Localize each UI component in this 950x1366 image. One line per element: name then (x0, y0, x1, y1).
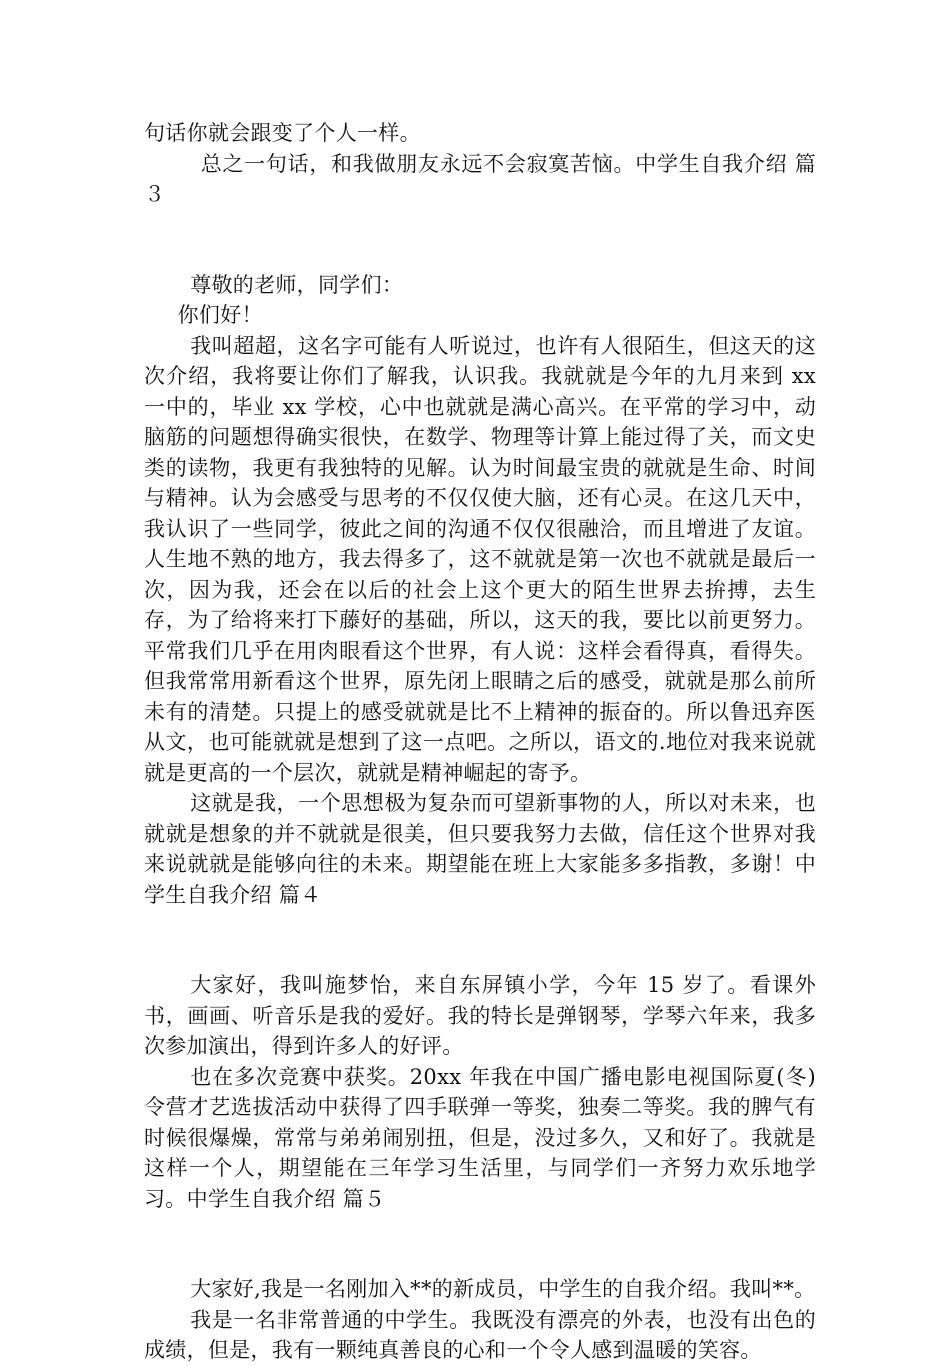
paragraph-section-4-body: 大家好，我叫施梦怡，来自东屏镇小学，今年 15 岁了。看课外书，画画、听音乐是我的爱好。我的特长是弹钢琴，学琴六年来，我多次参加演出，得到许多人的好评。 (144, 973, 816, 1058)
paragraph-section-5-body: 我是一名非常普通的中学生。我既没有漂亮的外表，也没有出色的成绩，但是，我有一颗纯真善良的心和一个令人感到温暖的笑容。 (144, 1307, 816, 1362)
section-gap (144, 210, 816, 270)
section-gap (144, 1214, 816, 1274)
paragraph-continuation: 句话你就会跟变了个人一样。 (144, 121, 421, 145)
paragraph-intro-body: 我叫超超，这名字可能有人听说过，也许有人很陌生，但这天的这次介绍，我将要让你们了解我，认识我。我就就是今年的九月来到 xx 一中的，毕业 xx 学校，心中也就就是满心高兴。在平常的学习中，动脑筋的问题想得确实很快，在数学、物理等计算上能过得了关，而文史类的读物，我更有我独特的见解。认为时间最宝贵的就就是生命、时间与精神。认为会感受与思考的不仅仅使大脑，还有心灵。在这几天中，我认识了一些同学，彼此之间的沟通不仅仅很融洽，而且增进了友谊。人生地不熟的地方，我去得多了，这不就就是第一次也不就就是最后一次，因为我，还会在以后的社会上这个更大的陌生世界去拚搏，去生存，为了给将来打下藤好的基础，所以，这天的我，要比以前更努力。平常我们几乎在用肉眼看这个世界，有人说：这样会看得真，看得失。但我常常用新看这个世界，原先闭上眼睛之后的感受，就就是那么前所未有的清楚。只提上的感受就就是比不上精神的振奋的。所以鲁迅弃医从文，也可能就就是想到了这一点吧。之所以，语文的.地位对我来说就就是更高的一个层次，就就是精神崛起的寄予。 (144, 333, 816, 785)
paragraph-greeting: 你们好！ (177, 303, 263, 327)
paragraph-section-3-heading: 总之一句话，和我做朋友永远不会寂寞苦恼。中学生自我介绍 篇３ (144, 151, 816, 206)
paragraph-salutation: 尊敬的老师，同学们： (190, 272, 404, 297)
paragraph-conclusion-section-4: 这就是我，一个思想极为复杂而可望新事物的人，所以对未来，也就就是想象的并不就就是很美，但只要我努力去做，信任这个世界对我来说就就是能够向往的未来。期望能在班上大家能多多指教，多谢！中学生自我介绍 篇４ (144, 791, 816, 907)
paragraph-section-4-awards: 也在多次竞赛中获奖。20xx 年我在中国广播电影电视国际夏(冬)令营才艺选拔活动中获得了四手联弹一等奖，独奏二等奖。我的脾气有时候很爆燥，常常与弟弟闹别扭，但是，没过多久，又和好了。我就是这样一个人，期望能在三年学习生活里，与同学们一齐努力欢乐地学习。中学生自我介绍 篇５ (144, 1064, 816, 1211)
section-gap (144, 910, 816, 970)
paragraph-section-5-intro: 大家好,我是一名刚加入**的新成员，中学生的自我介绍。我叫**。 (190, 1277, 816, 1301)
document-body (144, 118, 816, 1366)
